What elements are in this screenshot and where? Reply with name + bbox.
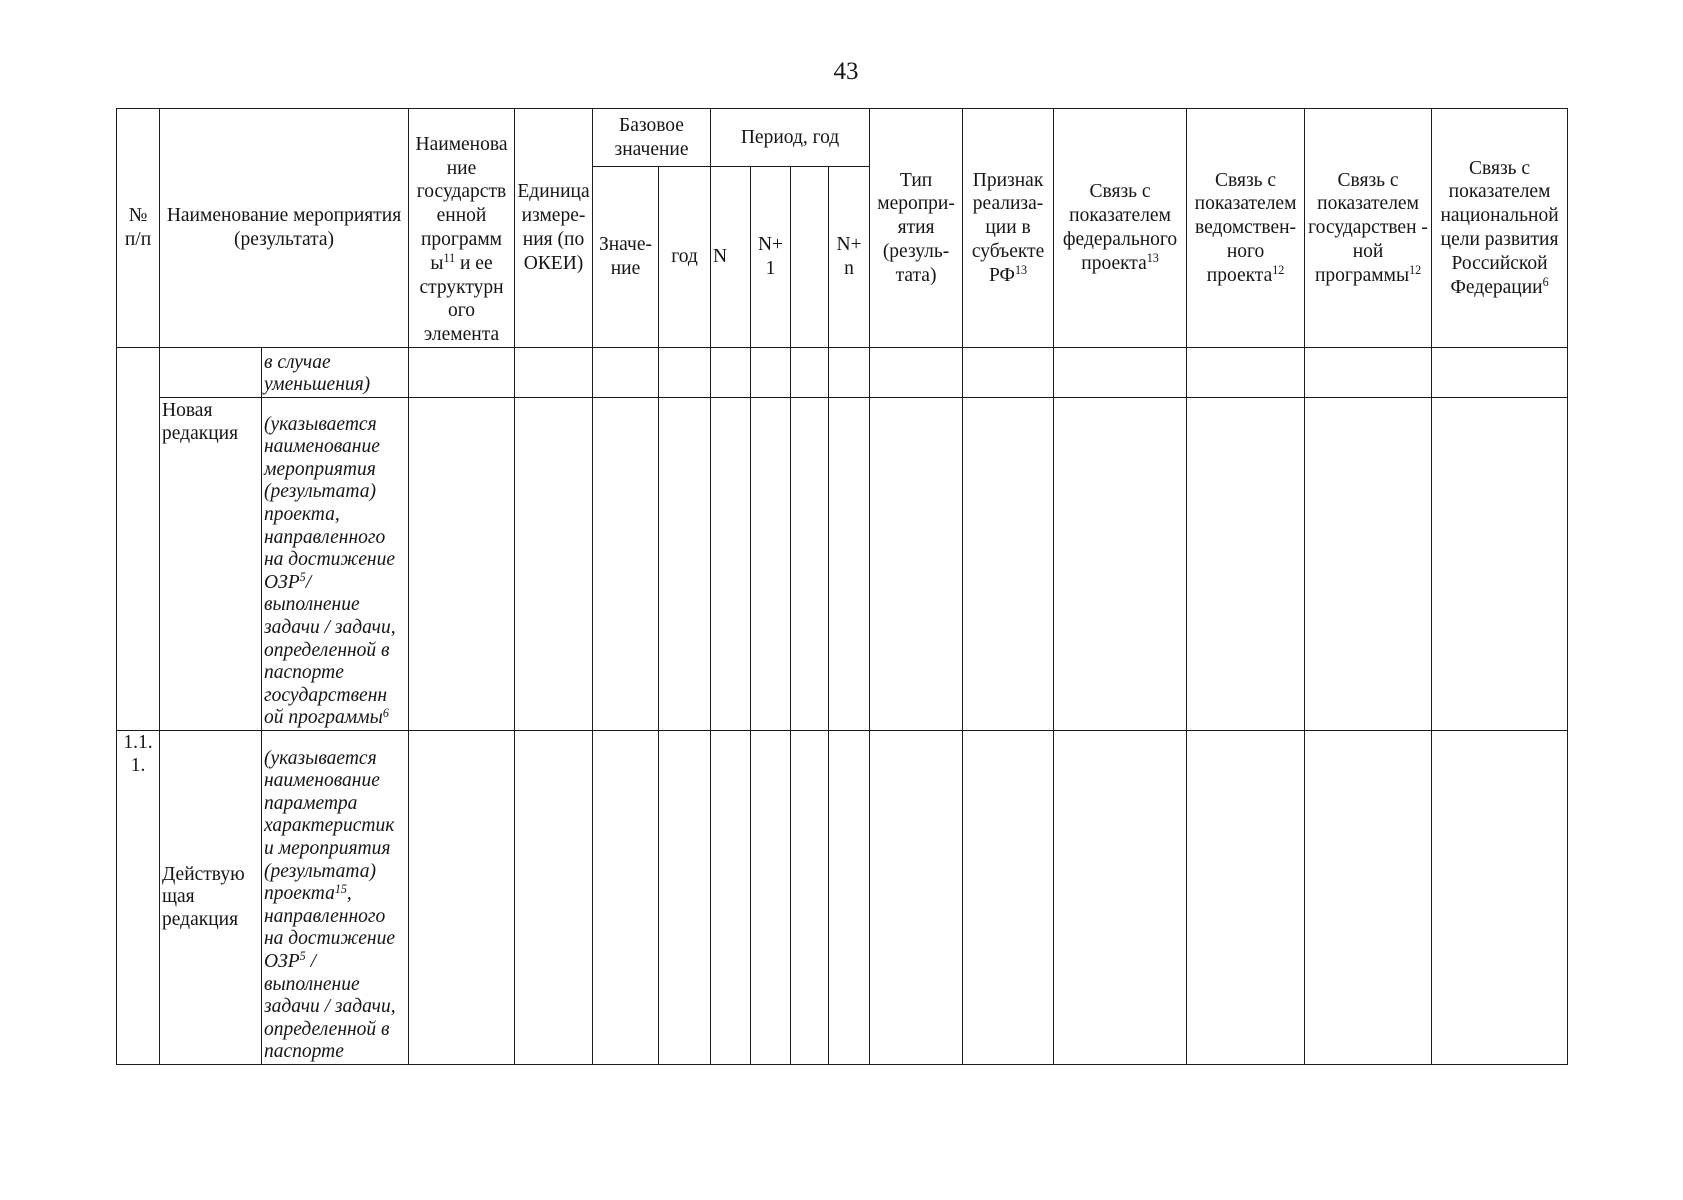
edition-label xyxy=(160,348,262,398)
event-description-text: / выполнение задачи / задачи, определенной в паспорте государственн ой программы xyxy=(264,571,396,729)
empty-cell xyxy=(963,348,1054,398)
header-unit: Единица измере- ния (по ОКЕИ) xyxy=(515,109,593,348)
empty-cell xyxy=(409,348,515,398)
footnote-ref: 11 xyxy=(443,251,456,266)
event-description-text: (указывается наименование параметра характеристик и мероприятия (результата) проекта xyxy=(264,747,395,905)
table-row xyxy=(117,398,1568,731)
header-base-value: Базовое значение xyxy=(593,109,711,167)
event-description xyxy=(262,398,409,731)
empty-cell xyxy=(1432,398,1568,731)
edition-label: Действую щая редакция xyxy=(160,731,262,1065)
header-period-nn: N+ n xyxy=(829,167,870,348)
header-national-goal-link xyxy=(1432,109,1568,348)
header-federal-link-text: Связь с показателем федерального проекта xyxy=(1062,181,1178,274)
empty-cell xyxy=(1054,348,1187,398)
empty-cell xyxy=(659,731,711,1065)
header-base-value-year: год xyxy=(659,167,711,348)
empty-cell xyxy=(593,348,659,398)
header-state-program-text: Наименова ние государств енной программ ы xyxy=(415,133,508,274)
row-number xyxy=(117,348,160,731)
empty-cell xyxy=(659,398,711,731)
header-period-blank xyxy=(791,167,829,348)
header-state-program xyxy=(409,109,515,348)
footnote-ref: 6 xyxy=(382,705,389,720)
header-region-flag-text: Признак реализа- ции в субъекте РФ xyxy=(971,169,1045,286)
empty-cell xyxy=(1305,731,1432,1065)
table-row xyxy=(117,348,1568,398)
footnote-ref: 5 xyxy=(299,570,306,585)
header-state-program-text-end: и ее структурн ого элемента xyxy=(419,252,504,346)
table-row xyxy=(117,731,1568,1065)
event-description-text: (указывается наименование мероприятия (результата) проекта, направленного на достижение ОЗР xyxy=(264,413,396,593)
empty-cell xyxy=(870,731,963,1065)
empty-cell xyxy=(829,398,870,731)
event-description-text: , направленного на достижение ОЗР xyxy=(264,883,396,973)
empty-cell xyxy=(1054,398,1187,731)
empty-cell xyxy=(791,398,829,731)
footnote-ref: 12 xyxy=(1272,263,1285,278)
empty-cell xyxy=(963,731,1054,1065)
header-region-flag xyxy=(963,109,1054,348)
footnote-ref: 15 xyxy=(334,881,347,896)
edition-label: Новая редакция xyxy=(160,398,262,731)
measures-table xyxy=(116,108,1568,1065)
header-state-program-link xyxy=(1305,109,1432,348)
empty-cell xyxy=(829,348,870,398)
empty-cell xyxy=(751,348,791,398)
footnote-ref: 13 xyxy=(1014,263,1028,278)
empty-cell xyxy=(791,348,829,398)
header-row xyxy=(117,109,1568,167)
footnote-ref: 5 xyxy=(299,949,306,964)
page-number: 43 xyxy=(833,58,859,85)
header-event-name: Наименование мероприятия (результата) xyxy=(160,109,409,348)
empty-cell xyxy=(593,398,659,731)
header-national-goal-link-text: Связь с показателем национальной цели развития Российской Федерации xyxy=(1440,157,1559,298)
event-description xyxy=(262,731,409,1065)
empty-cell xyxy=(1432,731,1568,1065)
header-period-n: N xyxy=(711,167,751,348)
empty-cell xyxy=(711,398,751,731)
empty-cell xyxy=(751,398,791,731)
empty-cell xyxy=(593,731,659,1065)
footnote-ref: 12 xyxy=(1409,263,1422,278)
event-description-text: / выполнение задачи / задачи, определенной в паспорте xyxy=(264,951,396,1063)
empty-cell xyxy=(409,398,515,731)
header-departmental-link-text: Связь с показателем ведомствен- ного проекта xyxy=(1194,169,1297,286)
empty-cell xyxy=(515,731,593,1065)
footnote-ref: 13 xyxy=(1146,251,1159,266)
footnote-ref: 6 xyxy=(1542,274,1549,289)
empty-cell xyxy=(515,348,593,398)
empty-cell xyxy=(791,731,829,1065)
empty-cell xyxy=(659,348,711,398)
empty-cell xyxy=(1187,348,1305,398)
empty-cell xyxy=(870,398,963,731)
header-number: № п/п xyxy=(117,109,160,348)
header-base-value-value: Значе- ние xyxy=(593,167,659,348)
event-description: в случае уменьшения) xyxy=(262,348,409,398)
empty-cell xyxy=(829,731,870,1065)
empty-cell xyxy=(751,731,791,1065)
empty-cell xyxy=(870,348,963,398)
empty-cell xyxy=(1305,398,1432,731)
empty-cell xyxy=(711,731,751,1065)
header-departmental-link xyxy=(1187,109,1305,348)
header-state-program-link-text: Связь с показателем государствен - ной программы xyxy=(1308,169,1428,286)
empty-cell xyxy=(1305,348,1432,398)
empty-cell xyxy=(711,348,751,398)
empty-cell xyxy=(515,398,593,731)
row-number: 1.1. 1. xyxy=(117,731,160,1065)
header-period-n1: N+ 1 xyxy=(751,167,791,348)
header-federal-link xyxy=(1054,109,1187,348)
empty-cell xyxy=(1187,398,1305,731)
empty-cell xyxy=(1187,731,1305,1065)
empty-cell xyxy=(1432,348,1568,398)
empty-cell xyxy=(409,731,515,1065)
header-event-type: Тип меропри- ятия (резуль- тата) xyxy=(870,109,963,348)
empty-cell xyxy=(963,398,1054,731)
header-period: Период, год xyxy=(711,109,870,167)
empty-cell xyxy=(1054,731,1187,1065)
